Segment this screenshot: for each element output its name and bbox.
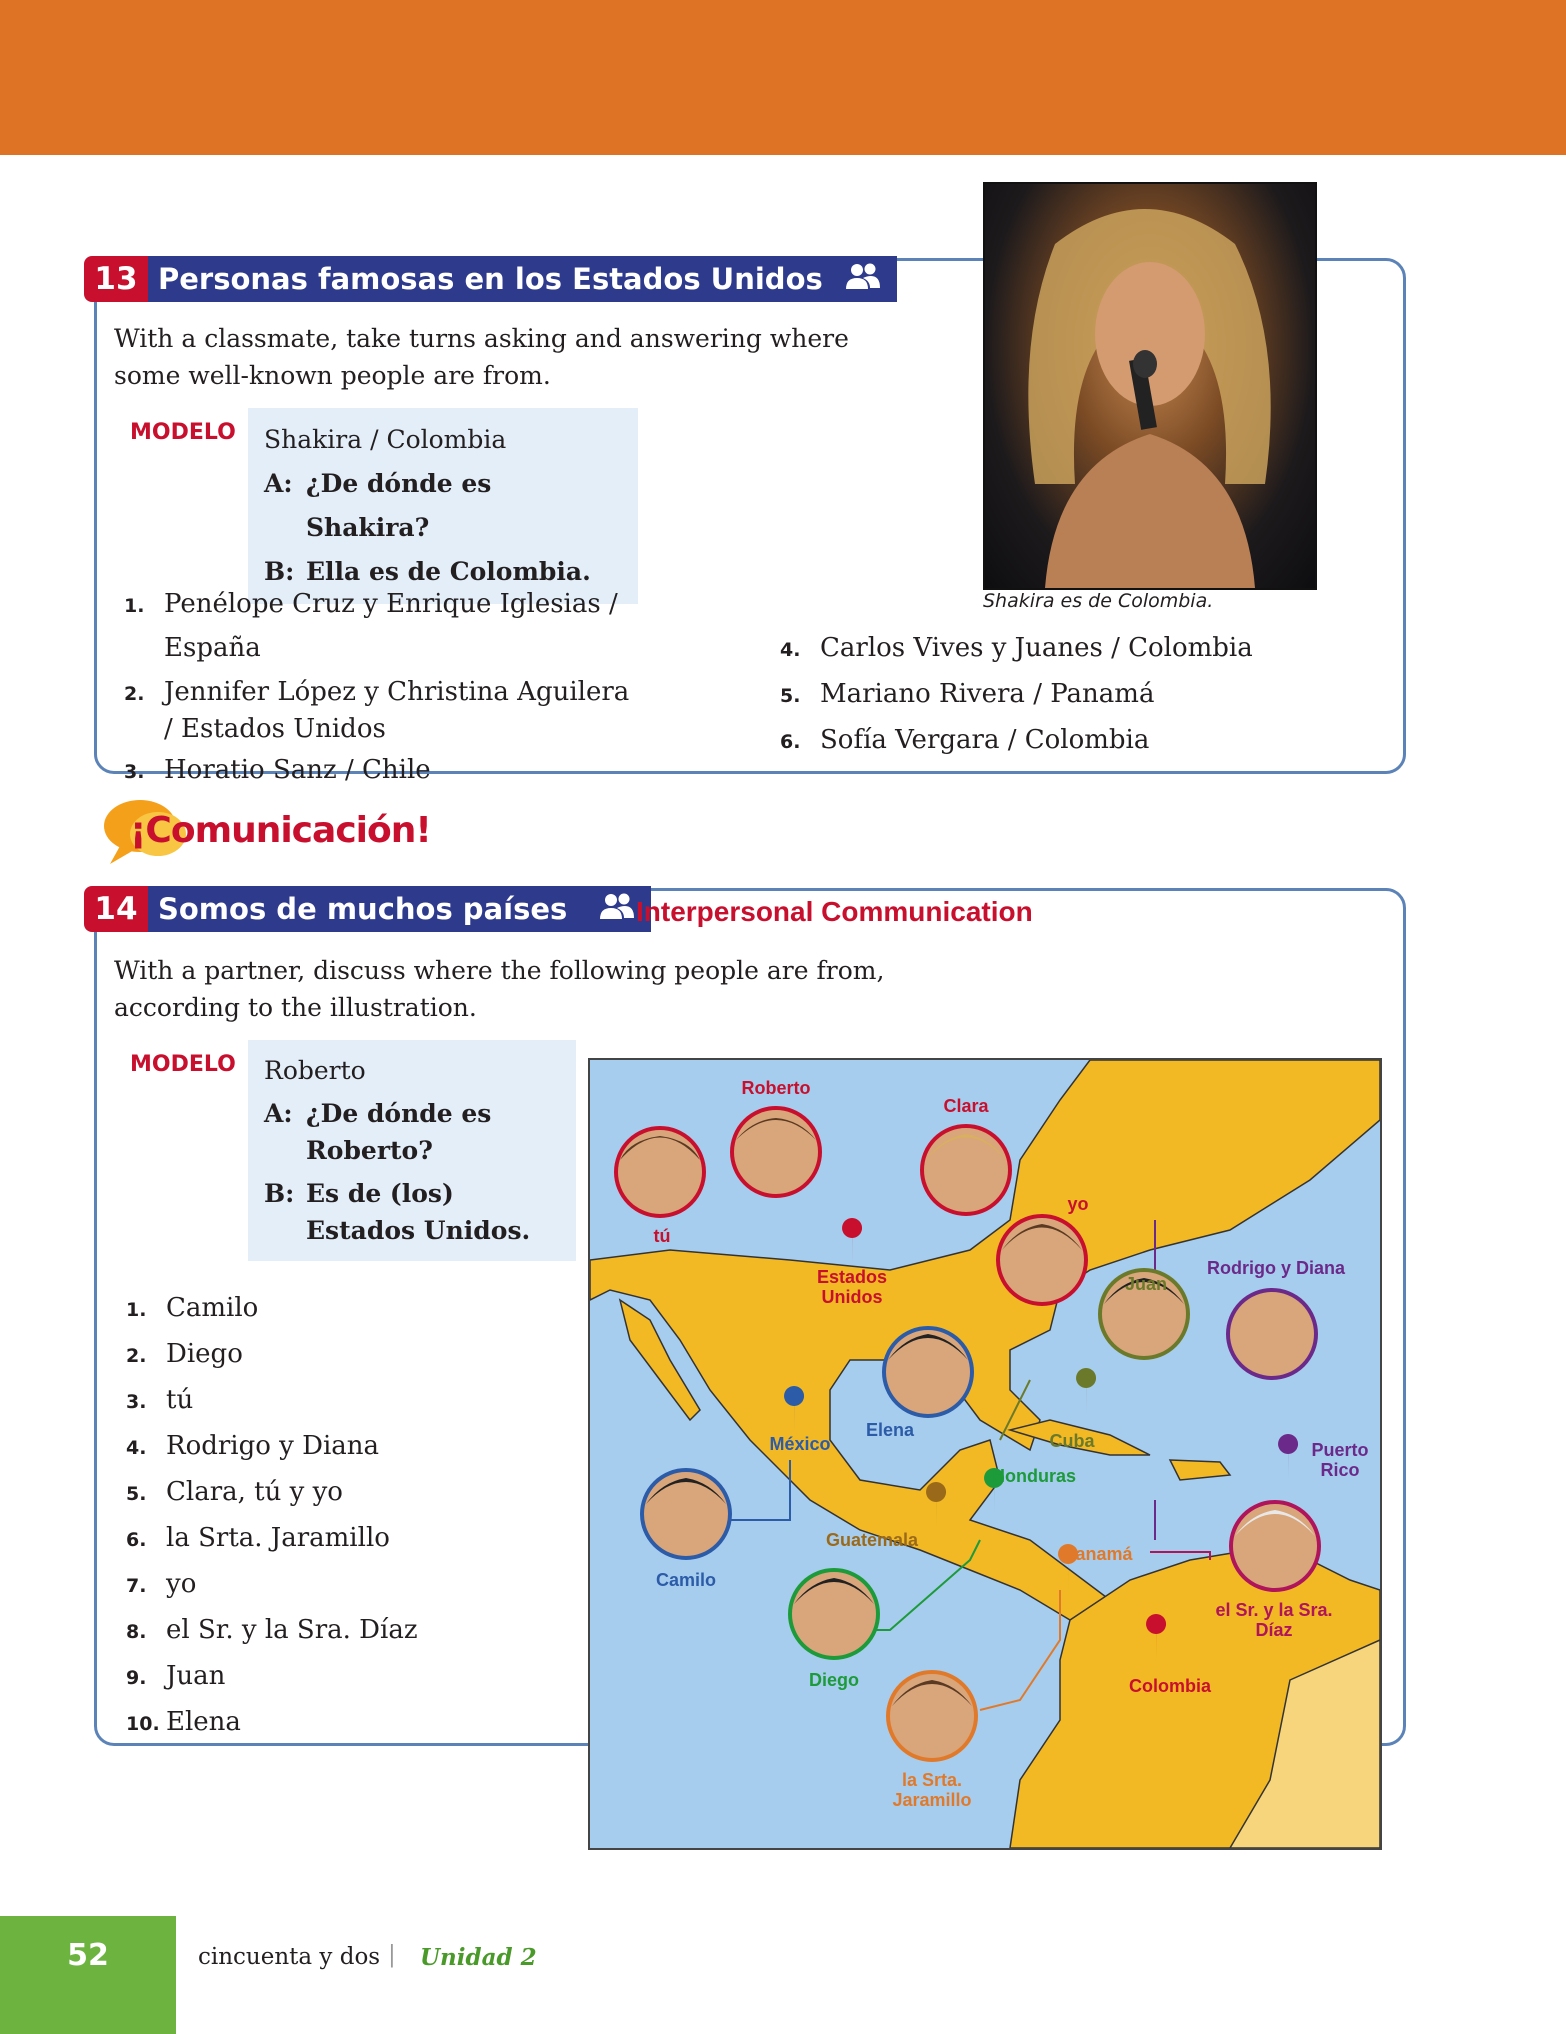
item-text: Juan	[166, 1661, 226, 1691]
label-honduras: Honduras	[991, 1466, 1077, 1486]
list-item	[780, 672, 1300, 718]
item-text: la Srta. Jaramillo	[166, 1523, 390, 1553]
modelo-prompt: Roberto	[264, 1056, 366, 1085]
interpersonal-tag: Interpersonal Communication	[636, 896, 1033, 927]
line-letter: B:	[264, 557, 295, 586]
label-elena: Elena	[865, 1420, 915, 1440]
item-text: Jennifer López y Christina Aguilera / Estados Unidos	[164, 677, 630, 744]
item-text: Diego	[166, 1339, 243, 1369]
footer-page-tab	[0, 1916, 176, 2034]
list-item	[124, 582, 684, 670]
line-text: ¿De dónde es Roberto?	[306, 1099, 492, 1165]
pin-puerto-rico	[1278, 1434, 1298, 1480]
label-clara: Clara	[943, 1096, 989, 1116]
pin-usa	[842, 1218, 862, 1265]
item-number: 10.	[126, 1713, 160, 1735]
label-pr-1: Puerto	[1311, 1440, 1369, 1460]
activity-13-list-left	[124, 582, 684, 794]
label-colombia: Colombia	[1128, 1676, 1212, 1696]
label-srta-2: Jaramillo	[892, 1790, 972, 1810]
label-tu: tú	[653, 1226, 671, 1246]
list-item	[126, 1516, 546, 1562]
list-item	[124, 748, 684, 794]
line-letter: A:	[264, 1099, 293, 1128]
label-usa-1: Estados	[816, 1267, 888, 1287]
label-pr-2: Rico	[1320, 1460, 1360, 1480]
face-elena	[884, 1328, 972, 1416]
modelo-line-a	[264, 462, 622, 550]
label-rodrigo-diana: Rodrigo y Diana	[1206, 1258, 1346, 1278]
label-guatemala: Guatemala	[825, 1530, 919, 1550]
label-yo: yo	[1067, 1194, 1089, 1214]
item-number: 4.	[126, 1437, 147, 1459]
activity-13-header	[84, 256, 897, 302]
americas-map	[588, 1058, 1382, 1850]
item-number: 1.	[126, 1299, 147, 1321]
modelo-line-b	[264, 1175, 560, 1249]
face-diaz	[1231, 1502, 1319, 1590]
activity-13-list-right	[780, 626, 1300, 764]
label-srta-1: la Srta.	[901, 1770, 963, 1790]
line-letter: B:	[264, 1179, 295, 1208]
list-item	[126, 1608, 546, 1654]
face-rodrigo-diana	[1228, 1290, 1316, 1378]
pair-work-icon	[599, 892, 635, 927]
activity-title-text: Somos de muchos países	[158, 892, 568, 926]
list-item	[126, 1470, 546, 1516]
line-letter: A:	[264, 469, 293, 498]
page-number-words: cincuenta y dos	[198, 1944, 381, 1970]
item-number: 9.	[126, 1667, 147, 1689]
item-number: 8.	[126, 1621, 147, 1643]
list-item	[126, 1562, 546, 1608]
item-text: Horatio Sanz / Chile	[164, 755, 431, 785]
modelo-box	[248, 1040, 576, 1261]
photo-caption: Shakira es de Colombia.	[983, 590, 1214, 612]
label-diaz-2: Díaz	[1255, 1620, 1293, 1640]
shakira-photo	[983, 182, 1317, 590]
modelo-label: MODELO	[130, 1052, 236, 1077]
item-text: Rodrigo y Diana	[166, 1431, 380, 1461]
item-number: 3.	[126, 1391, 147, 1413]
item-text: Camilo	[166, 1293, 259, 1323]
label-diaz-1: el Sr. y la Sra.	[1215, 1600, 1333, 1620]
item-text: Sofía Vergara / Colombia	[820, 725, 1150, 755]
face-roberto	[732, 1108, 820, 1196]
activity-number: 13	[84, 256, 148, 302]
list-item	[124, 674, 684, 748]
activity-14-header	[84, 886, 651, 932]
label-juan: Juan	[1124, 1274, 1168, 1294]
top-color-band	[0, 0, 1566, 155]
label-roberto: Roberto	[741, 1078, 811, 1098]
map-land-hispaniola	[1170, 1460, 1230, 1480]
list-item	[126, 1332, 546, 1378]
label-diego: Diego	[808, 1670, 860, 1690]
list-item	[126, 1424, 546, 1470]
comunicacion-title: ¡Comunicación!	[130, 810, 431, 851]
line-text: Es de (los) Estados Unidos.	[306, 1179, 531, 1245]
modelo-label: MODELO	[130, 420, 236, 445]
page-number: 52	[67, 1938, 109, 1973]
face-tu	[616, 1128, 704, 1216]
item-text: Clara, tú y yo	[166, 1477, 343, 1507]
modelo-box	[248, 408, 638, 604]
list-item	[126, 1654, 546, 1700]
item-text: Elena	[166, 1707, 241, 1737]
list-item	[780, 718, 1300, 764]
item-number: 6.	[126, 1529, 147, 1551]
list-item	[126, 1286, 546, 1332]
label-panama: Panamá	[1063, 1544, 1133, 1564]
label-mexico: México	[769, 1434, 831, 1454]
list-item	[780, 626, 1300, 672]
item-number: 2.	[126, 1345, 147, 1367]
comunicacion-banner	[100, 796, 431, 870]
face-diego	[790, 1570, 878, 1658]
label-cuba: Cuba	[1049, 1431, 1095, 1451]
item-number: 4.	[780, 639, 801, 661]
item-number: 6.	[780, 731, 801, 753]
item-text: tú	[166, 1385, 194, 1415]
item-text: Mariano Rivera / Panamá	[820, 679, 1155, 709]
item-number: 1.	[124, 595, 145, 617]
line-text: ¿De dónde es Shakira?	[306, 469, 492, 542]
activity-number: 14	[84, 886, 148, 932]
item-text: Carlos Vives y Juanes / Colombia	[820, 633, 1253, 663]
pair-work-icon	[845, 262, 881, 297]
item-number: 5.	[780, 685, 801, 707]
activity-14-list	[126, 1286, 546, 1746]
activity-14-instructions: With a partner, discuss where the following people are from, according to the illustration.	[114, 956, 885, 1022]
label-camilo: Camilo	[655, 1570, 717, 1590]
activity-title	[148, 256, 897, 302]
activity-title-text: Personas famosas en los Estados Unidos	[158, 262, 823, 296]
modelo-prompt: Shakira / Colombia	[264, 425, 507, 454]
activity-title	[148, 886, 651, 932]
face-srta	[888, 1672, 976, 1760]
item-text: Penélope Cruz y Enrique Iglesias / España	[164, 589, 618, 663]
item-number: 2.	[124, 683, 145, 705]
modelo-line-a	[264, 1095, 560, 1169]
item-number: 5.	[126, 1483, 147, 1505]
footer-unit-link: Unidad 2	[420, 1944, 537, 1971]
item-text: el Sr. y la Sra. Díaz	[166, 1615, 418, 1645]
item-number: 3.	[124, 761, 145, 783]
footer-separator: |	[388, 1942, 396, 1968]
item-text: yo	[166, 1569, 197, 1599]
face-clara	[922, 1126, 1010, 1214]
activity-13-instructions: With a classmate, take turns asking and answering where some well-known people are from.	[114, 324, 849, 390]
item-number: 7.	[126, 1575, 147, 1597]
line-text: Ella es de Colombia.	[306, 557, 591, 586]
face-camilo	[642, 1470, 730, 1558]
list-item	[126, 1378, 546, 1424]
face-yo	[998, 1216, 1086, 1304]
list-item	[126, 1700, 546, 1746]
label-usa-2: Unidos	[821, 1287, 883, 1307]
pin-cuba	[1076, 1368, 1096, 1414]
